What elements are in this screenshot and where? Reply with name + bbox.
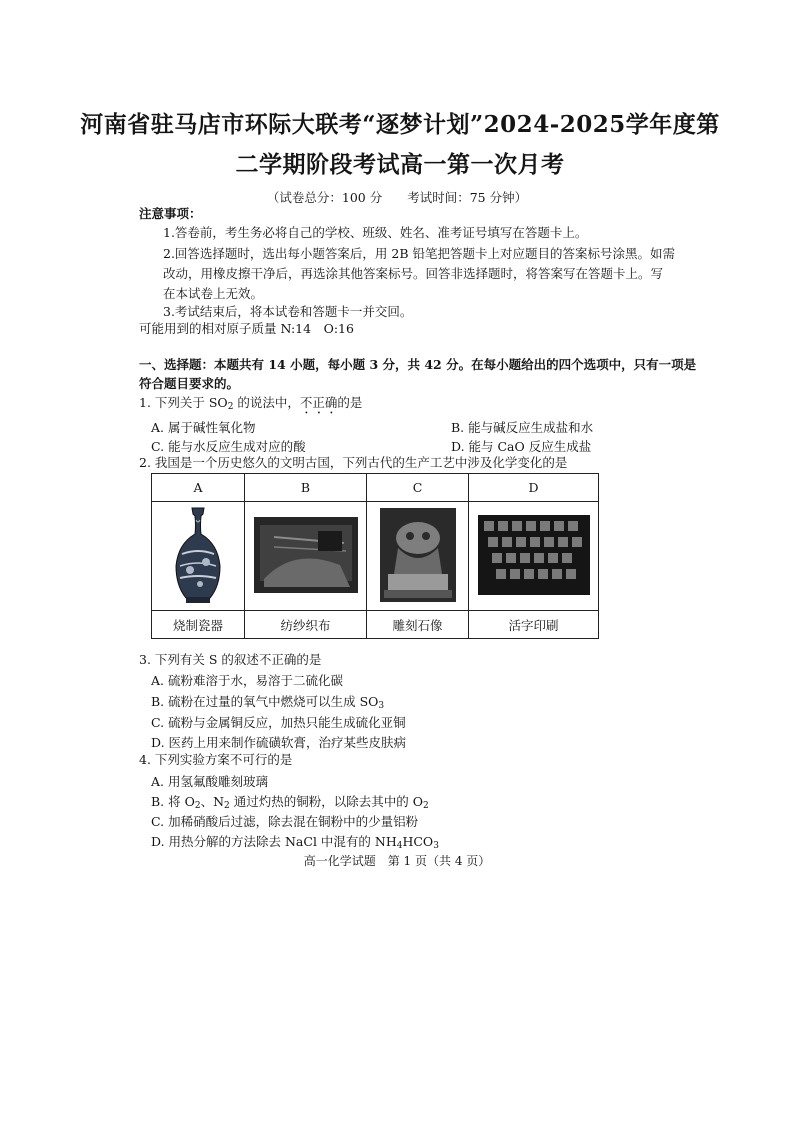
section1-instructions: 一、选择题：本题共有 14 小题，每小题 3 分，共 42 分。在每小题给出的四个选项中，只有一项是 (139, 357, 697, 372)
note-item-1: 1.答卷前，考生务必将自己的学校、班级、姓名、准考证号填写在答题卡上。 (163, 225, 588, 240)
q2-header-d: D (469, 474, 599, 502)
q1-option-d: D. 能与 CaO 反应生成盐 (451, 439, 592, 454)
stone-lion-image (380, 508, 456, 602)
q3-option-d: D. 医药上用来制作硫磺软膏，治疗某些皮肤病 (151, 735, 407, 750)
q1-stem: 1. 下列关于 $SO_2$ 的说法中，不正确的是 (139, 395, 363, 412)
porcelain-vase-image (168, 504, 228, 606)
exam-title-line2: 二学期阶段考试高一第一次月考 (235, 151, 565, 178)
q2-header-a: A (152, 474, 245, 502)
q4-option-c: C. 加稀硝酸后过滤，除去混在铜粉中的少量铝粉 (151, 814, 419, 829)
q1-emphasis: 不正确 (299, 395, 338, 410)
q4-option-d: D. 用热分解的方法除去 NaCl 中混有的 $NH_4HCO_3$ (151, 834, 439, 851)
q2-image-porcelain (152, 502, 245, 611)
movable-type-image (478, 515, 590, 595)
exam-subtitle: （试卷总分：100 分 考试时间：75 分钟） (266, 190, 528, 205)
q2-header-c: C (367, 474, 469, 502)
q4-option-b: B. 将 $O_2$、$N_2$ 通过灼热的铜粉，以除去其中的 $O_2$ (151, 794, 429, 811)
page-footer: 高一化学试题 第 1 页（共 4 页） (303, 854, 491, 868)
q1-option-c: C. 能与水反应生成对应的酸 (151, 439, 306, 454)
q2-table (151, 473, 599, 639)
q2-image-stone-carving (367, 502, 469, 611)
q4-option-a: A. 用氢氟酸雕刻玻璃 (151, 774, 268, 789)
q2-label-c: 雕刻石像 (367, 611, 469, 639)
atomic-mass-line: 可能用到的相对原子质量 N:14 O:16 (139, 321, 354, 336)
q3-option-a: A. 硫粉难溶于水，易溶于二硫化碳 (151, 673, 343, 688)
note-item-3: 3.考试结束后，将本试卷和答题卡一并交回。 (163, 304, 413, 319)
q2-image-printing (469, 502, 599, 611)
q3-stem: 3. 下列有关 S 的叙述不正确的是 (139, 652, 322, 667)
q4-stem: 4. 下列实验方案不可行的是 (139, 752, 293, 767)
q2-header-b: B (245, 474, 367, 502)
note-item-2-cont: 改动，用橡皮擦干净后，再选涂其他答案标号。回答非选择题时，将答案写在答题卡上。写 (163, 266, 664, 281)
note-item-2: 2.回答选择题时，选出每小题答案后，用 2B 铅笔把答题卡上对应题目的答案标号涂黑。如需 (163, 246, 676, 261)
weaving-loom-image (254, 517, 358, 593)
exam-title-line1: 河南省驻马店市环际大联考“逐梦计划”2024-2025学年度第 (80, 111, 720, 138)
q3-option-c: C. 硫粉与金属铜反应，加热只能生成硫化亚铜 (151, 715, 406, 730)
q2-label-b: 纺纱织布 (245, 611, 367, 639)
q3-option-b: B. 硫粉在过量的氧气中燃烧可以生成 $SO_3$ (151, 694, 385, 711)
notes-heading: 注意事项： (139, 206, 202, 221)
q2-stem: 2. 我国是一个历史悠久的文明古国，下列古代的生产工艺中涉及化学变化的是 (139, 455, 568, 470)
note-item-2-end: 在本试卷上无效。 (163, 286, 264, 301)
q1-option-b: B. 能与碱反应生成盐和水 (451, 420, 594, 435)
section1-instructions-cont: 符合题目要求的。 (139, 376, 240, 391)
q2-label-a: 烧制瓷器 (152, 611, 245, 639)
q2-image-weaving (245, 502, 367, 611)
q2-label-d: 活字印刷 (469, 611, 599, 639)
q1-option-a: A. 属于碱性氧化物 (151, 420, 256, 435)
